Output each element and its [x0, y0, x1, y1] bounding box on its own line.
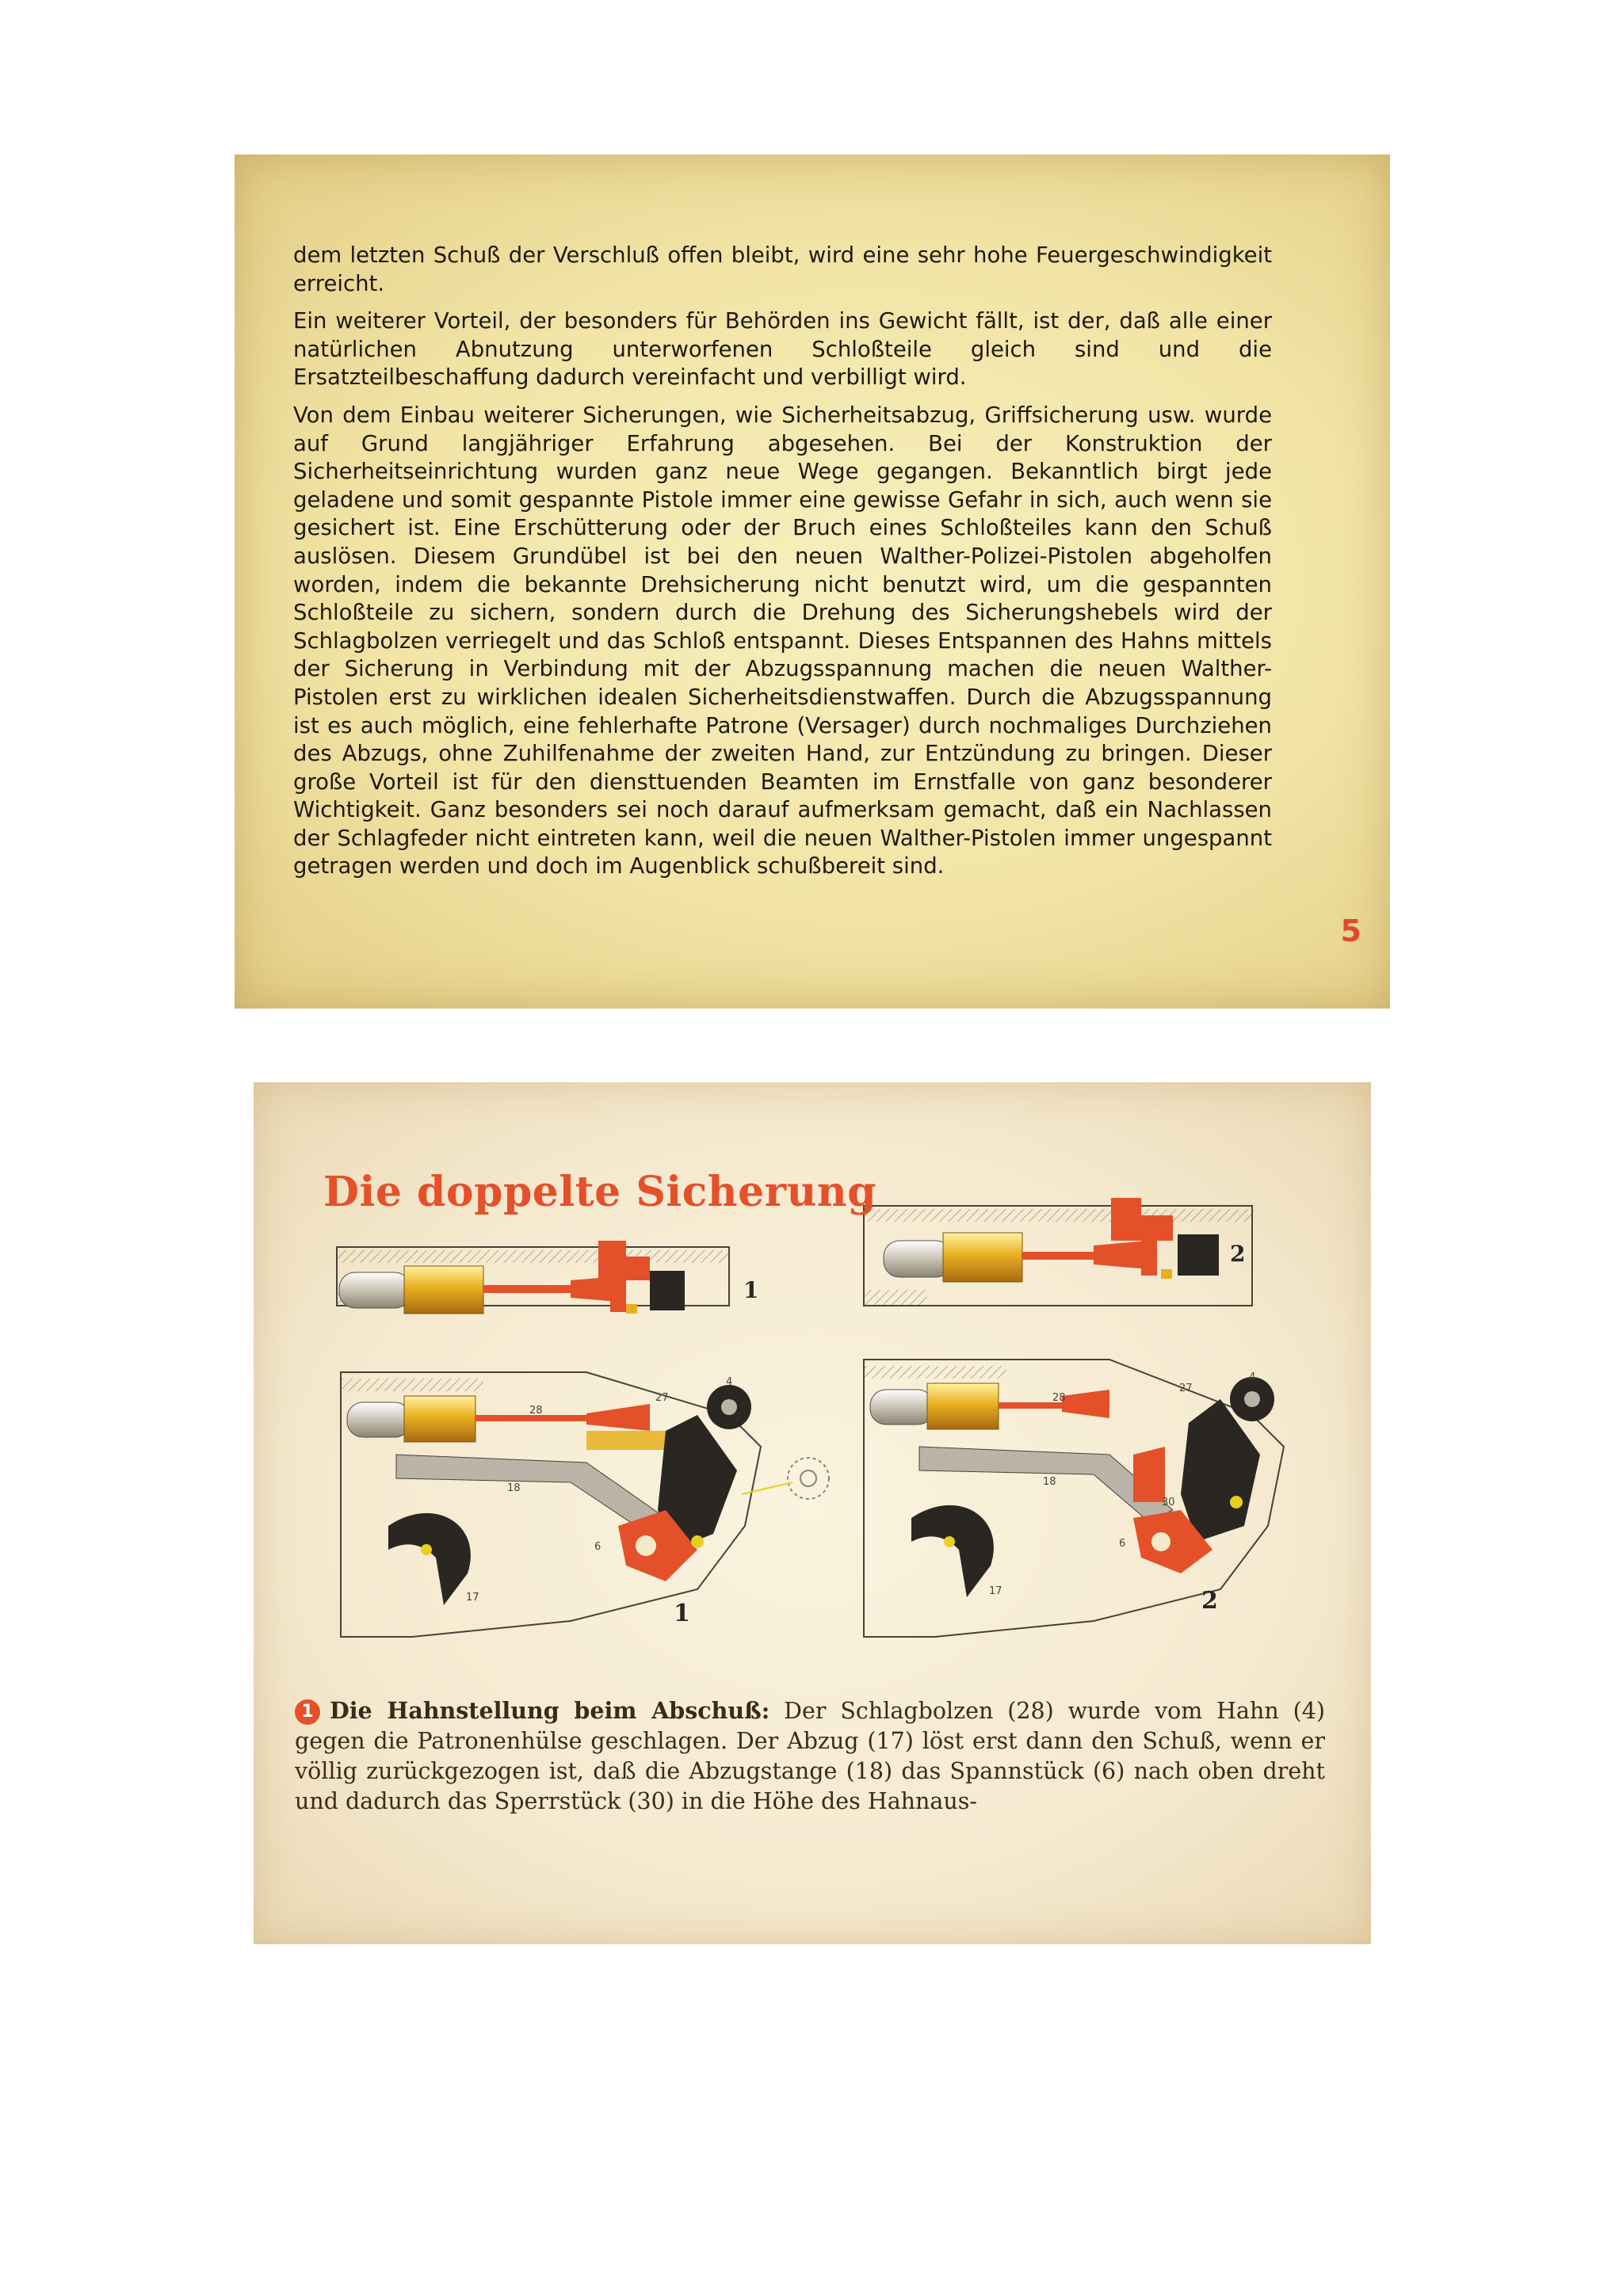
- fig-label-2-bottom: 2: [1201, 1587, 1218, 1615]
- body-text: [293, 242, 1272, 891]
- page-double-safety: [254, 1082, 1371, 1944]
- caption-text: Der Schlagbolzen (28) wurde vom Hahn (4) gegen die Patronenhülse geschlagen. Der Abzug (17) löst erst dann den Schuß, wenn er völlig zurückgezogen ist, daß die Abzugstange (18) das Spannstück (6) nach oben dreht und dadurch das Sperrstück (30) in die Höhe des Hahnaus-: [295, 1698, 1325, 1814]
- part-number-17: 17: [466, 1592, 479, 1604]
- paragraph-3: Von dem Einbau weiterer Sicherungen, wie Sicherheitsabzug, Griffsicherung usw. wurde auf Grund langjähriger Erfahrung abgesehen. Bei der Konstruktion der Sicherheitseinrichtung wurden ganz neue Wege gegangen. Bekanntlich birgt jede geladene und somit gespannte Pistole immer eine gewisse Gefahr in sich, auch wenn sie gesichert ist. Eine Erschütterung oder der Bruch eines Schloßteiles kann den Schuß auslösen. Diesem Grundübel ist bei den neuen Walther-Polizei-Pistolen abgeholfen worden, indem die bekannte Drehsicherung nicht benutzt wird, um die gespannten Schloßteile zu sichern, sondern durch die Drehung des Sicherungshebels wird der Schlagbolzen verriegelt und das Schloß entspannt. Dieses Entspannen des Hahns mittels der Sicherung in Verbindung mit der Abzugsspannung machen die neuen Walther-Pistolen erst zu wirklichen idealen Sicherheitsdienstwaffen. Durch die Abzugsspannung ist es auch möglich, eine fehlerhafte Patrone (Versager) durch nochmaliges Durchziehen des Abzugs, ohne Zuhilfenahme der zweiten Hand, zur Entzündung zu bringen. Dieser große Vorteil ist für den diensttuenden Beamten im Ernstfalle von ganz besonderer Wichtigkeit. Ganz besonders sei noch darauf aufmerksam gemacht, daß ein Nachlassen der Schlagfeder nicht eintreten kann, weil die neuen Walther-Pistolen immer ungespannt getragen werden und doch im Augenblick schußbereit sind.: [293, 402, 1272, 879]
- mechanism-1: [341, 1372, 829, 1637]
- part-number-6: 6: [594, 1541, 601, 1553]
- part-number-6: 6: [1119, 1538, 1126, 1550]
- page-5: [235, 154, 1390, 1009]
- figure-caption: [295, 1695, 1325, 1817]
- caption-number-badge: 1: [295, 1699, 320, 1725]
- fig-label-1-top: 1: [743, 1277, 759, 1303]
- fig-label-2-top: 2: [1230, 1241, 1246, 1267]
- mechanism-2: [864, 1360, 1284, 1637]
- section-heading: Die doppelte Sicherung: [323, 1168, 877, 1216]
- caption-lead: Die Hahnstellung beim Abschuß:: [330, 1697, 770, 1724]
- part-number-28: 28: [1052, 1392, 1066, 1404]
- detail-2-slide: [864, 1198, 1252, 1306]
- detail-1-slide: [337, 1241, 729, 1314]
- part-number-27: 27: [655, 1392, 669, 1404]
- part-number-4: 4: [1249, 1371, 1256, 1383]
- paragraph-1: dem letzten Schuß der Verschluß offen bleibt, wird eine sehr hohe Feuergeschwindigkeit erreicht.: [293, 242, 1272, 296]
- part-number-4: 4: [726, 1376, 733, 1388]
- page-number: 5: [1340, 913, 1361, 948]
- part-number-30: 30: [1162, 1497, 1175, 1508]
- part-number-28: 28: [529, 1405, 543, 1417]
- part-number-17: 17: [989, 1585, 1002, 1597]
- part-number-18: 18: [1043, 1476, 1056, 1488]
- paragraph-2: Ein weiterer Vorteil, der besonders für Behörden ins Gewicht fällt, ist der, daß alle einer natürlichen Abnutzung unterworfenen Schloßteile gleich sind und die Ersatzteilbeschaffung dadurch vereinfacht und verbilligt wird.: [293, 308, 1272, 391]
- part-number-27: 27: [1179, 1383, 1193, 1394]
- part-number-18: 18: [507, 1482, 521, 1494]
- fig-label-1-bottom: 1: [674, 1600, 690, 1627]
